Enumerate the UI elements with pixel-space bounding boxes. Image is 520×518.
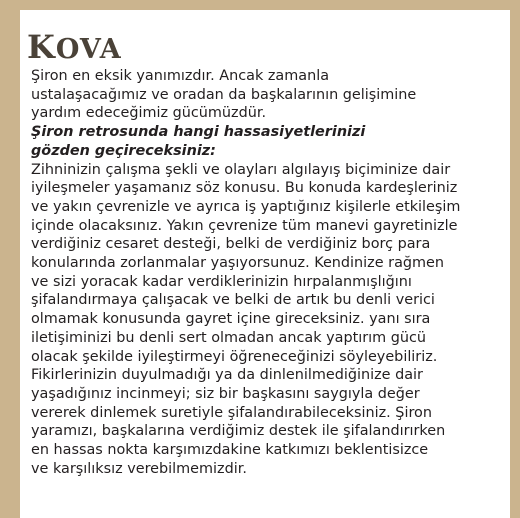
frame-left-border <box>0 10 20 518</box>
body-line: yaramızı, başkalarına verdiğimiz destek ile şifalandırırken <box>31 423 446 440</box>
question-line: Şiron retrosunda hangi hassasiyetlerinizi <box>31 124 366 141</box>
body-line: Zihninizin çalışma şekli ve olayları algılayış biçiminize dair <box>31 161 451 178</box>
intro-line: Şiron en eksik yanımızdır. Ancak zamanla <box>31 68 330 84</box>
body-line: ve sizi yoracak kadar verdiklerinizin hırpalanmışlığını <box>31 273 412 290</box>
body-line: en hassas nokta karşımızdakine katkımızı beklentisizce <box>31 442 429 459</box>
sign-title <box>27 28 122 66</box>
frame-top-border <box>0 0 520 10</box>
intro-line: yardım edeceğimiz gücümüzdür. <box>31 105 267 122</box>
body-line: iletişiminizi bu denli sert olmadan ancak yaptırım gücü <box>31 329 427 346</box>
question-line: gözden geçireceksiniz: <box>31 142 216 159</box>
body-line: iyileşmeler yaşamanız söz konusu. Bu konuda kardeşleriniz <box>31 180 458 197</box>
body-line: içinde olacaksınız. Yakın çevrenize tüm manevi gayretinizle <box>31 217 458 234</box>
body-line: ve karşılıksız verebilmemizdir. <box>31 460 247 477</box>
body-line: verdiğiniz cesaret desteği, belki de verdiğiniz borç para <box>31 236 431 253</box>
body-line: konularında zorlanmalar yaşıyorsunuz. Kendinize rağmen <box>31 255 445 272</box>
title-rest: OVA <box>55 34 122 65</box>
horoscope-text <box>31 67 501 478</box>
body-line: vererek dinlemek suretiyle şifalandırabileceksiniz. Şiron <box>31 404 432 421</box>
title-initial: K <box>27 28 56 66</box>
intro-line: ustalaşacağımız ve oradan da başkalarının gelişimine <box>31 86 417 103</box>
body-line: şifalandırmaya çalışacak ve belki de artık bu denli verici <box>31 292 435 309</box>
body-line: ve yakın çevrenizle ve ayrıca iş yaptığınız kişilerle etkileşim <box>31 198 461 215</box>
body-line: yaşadığınız incinmeyi; siz bir başkasını saygıyla değer <box>31 385 420 402</box>
frame-right-border <box>510 0 520 518</box>
body-line: olacak şekilde iyileştirmeyi öğreneceğinizi söyleyebiliriz. <box>31 348 438 365</box>
body-line: Fikirlerinizin duyulmadığı ya da dinlenilmediğinize dair <box>31 367 423 384</box>
body-line: olmamak konusunda gayret içine gireceksiniz. yanı sıra <box>31 311 431 328</box>
